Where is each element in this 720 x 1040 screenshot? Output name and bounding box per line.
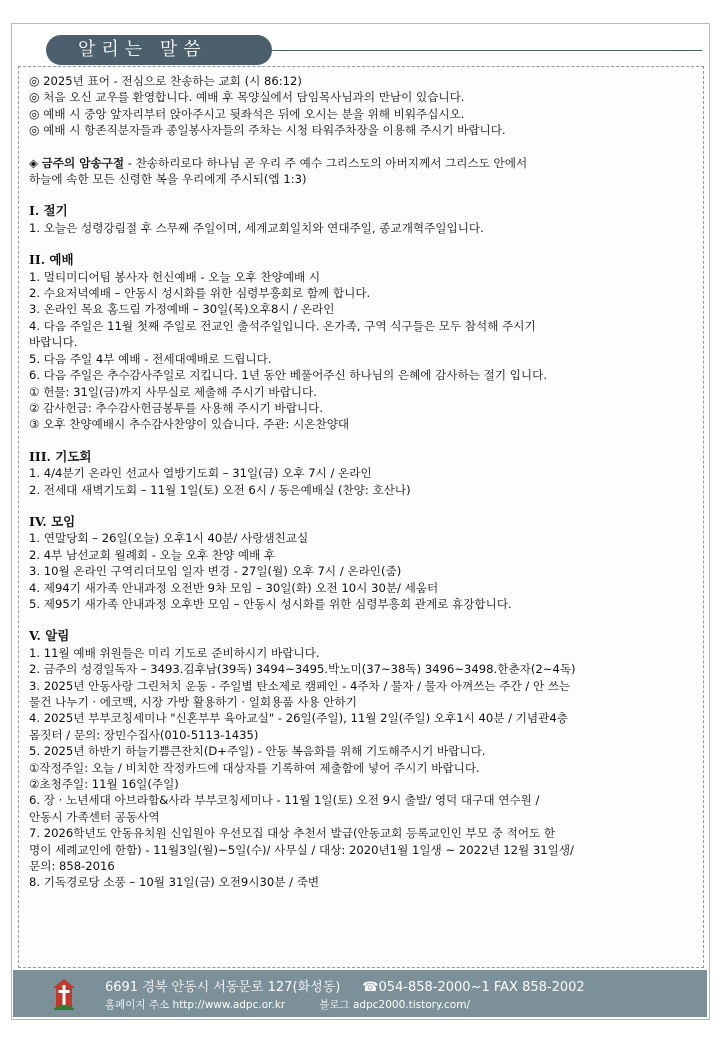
- notice-line: 2. 금주의 성경일독자 – 3493.김후남(39독) 3494~3495.박노미(37~38독) 3496~3498.한춘자(2~4독): [29, 662, 576, 677]
- memory-verse-text: - 찬송하리로다 하나님 곧 우리 주 예수 그리스도의 아버지께서 그리스도 안에서: [124, 155, 528, 170]
- notice-line: 몸짓터 / 문의: 장민수집사(010-5113-1435): [29, 727, 259, 742]
- page-title: 알리는 말씀: [46, 35, 272, 65]
- footer-web-line: [105, 997, 470, 1012]
- footer: [13, 970, 707, 1017]
- notice-line: 7. 2026학년도 안동유치원 신입원아 우선모집 대상 추천서 발급(안동교회 등록교인인 부모 중 적어도 한: [29, 826, 556, 841]
- notice-box: [18, 66, 704, 968]
- notice-line: 안동시 가족센터 공동사역: [29, 809, 160, 824]
- spacer: [29, 498, 697, 514]
- notice-line: 8. 기독경로당 소풍 – 10월 31일(금) 오전9시30분 / 죽변: [29, 875, 320, 890]
- church-logo-icon: [50, 977, 78, 1011]
- notice-bullet: [29, 106, 697, 122]
- notice-line: 1. 연말당회 – 26일(오늘) 오후1시 40분/ 사랑샘친교실: [29, 531, 309, 546]
- notice-bullet: [29, 73, 697, 89]
- notice-line: 5. 제95기 새가족 안내과정 오후반 모임 – 안동시 성시화를 위한 심령부흥회 관계로 휴강합니다.: [29, 596, 512, 611]
- notice-line: 1. 멀티미디어팀 봉사자 헌신예배 - 오늘 오후 찬양예배 시: [29, 269, 321, 284]
- footer-blog[interactable]: 블로그 adpc2000.tistory.com/: [319, 999, 470, 1011]
- section-heading: II. 예배: [29, 252, 74, 268]
- notice-line: 3. 10월 온라인 구역리더모임 일자 변경 - 27일(월) 오후 7시 / 온라인(줌): [29, 564, 402, 579]
- bullet-icon: ◎: [29, 74, 40, 88]
- title-rule: [272, 50, 702, 51]
- notice-line: ① 헌물: 31일(금)까지 사무실로 제출해 주시기 바랍니다.: [29, 384, 317, 399]
- spacer: [29, 236, 697, 252]
- diamond-icon: ◈: [29, 155, 38, 170]
- notice-line: 3. 온라인 목요 홈드림 가정예배 – 30일(목)오후8시 / 온라인: [29, 302, 335, 317]
- notice-line: 4. 제94기 새가족 안내과정 오전반 9차 모임 – 30일(화) 오전 10시 30분/ 세움터: [29, 580, 439, 595]
- bullet-icon: ◎: [29, 123, 40, 138]
- memory-verse-label: 금주의 암송구절: [41, 155, 125, 170]
- bullet-icon: ◎: [29, 90, 40, 105]
- notice-text: 예배 시 중앙 앞자리부터 앉아주시고 뒷좌석은 뒤에 오시는 분을 위해 비워주십시오.: [43, 106, 465, 121]
- notice-line: ②초청주일: 11월 16일(주일): [29, 777, 179, 792]
- notice-line: 1. 오늘은 성령강림절 후 스무째 주일이며, 세계교회일치와 연대주일, 종교개혁주일입니다.: [29, 220, 484, 235]
- spacer: [29, 139, 697, 155]
- notice-line: 2. 전세대 새벽기도회 – 11월 1일(토) 오전 6시 / 동은예배실 (찬양: 호산나): [29, 482, 411, 497]
- notice-line: 6. 다음 주일은 추수감사주일로 지킵니다. 1년 동안 베풀어주신 하나님의 은혜에 감사하는 절기 입니다.: [29, 368, 548, 383]
- notice-text: 예배 시 항존직분자들과 종일봉사자들의 주차는 시청 타워주차장을 이용해 주시기 바랍니다.: [43, 123, 506, 138]
- notice-line: 문의: 858-2016: [29, 859, 115, 874]
- notice-line: ② 감사헌금: 추수감사헌금봉투를 사용해 주시기 바랍니다.: [29, 400, 324, 415]
- notice-line: 4. 다음 주일은 11월 첫째 주일로 전교인 출석주일입니다. 온가족, 구역 식구들은 모두 참석해 주시기: [29, 318, 536, 333]
- notice-line: 5. 다음 주일 4부 예배 - 전세대예배로 드립니다.: [29, 351, 272, 366]
- spacer: [29, 187, 697, 203]
- footer-contact-line: [105, 976, 585, 995]
- notice-line: 2. 수요저녁예배 – 안동시 성시화를 위한 심령부흥회로 함께 합니다.: [29, 286, 371, 301]
- notice-bullet: [29, 89, 697, 105]
- notice-text: 2025년 표어 - 전심으로 찬송하는 교회 (시 86:12): [43, 74, 302, 88]
- notice-bullet: [29, 122, 697, 138]
- notice-line: 6. 장 · 노년세대 아브라함&사라 부부코칭세미나 - 11월 1일(토) 오전 9시 출발/ 영덕 대구대 연수원 /: [29, 793, 540, 808]
- footer-phone: ☎054-858-2000~1 FAX 858-2002: [362, 980, 585, 995]
- section-heading: V. 알림: [29, 628, 70, 644]
- notice-line: 물건 나누기 · 에코백, 시장 가방 활용하기 · 일회용품 사용 안하기: [29, 695, 357, 709]
- footer-homepage[interactable]: 홈페이지 주소 http://www.adpc.or.kr: [105, 999, 286, 1011]
- section-heading: I. 절기: [29, 203, 68, 219]
- section-heading: III. 기도회: [29, 448, 92, 464]
- footer-address: 6691 경북 안동시 서동문로 127(화성동): [105, 980, 341, 995]
- notice-line: ③ 오후 찬양예배시 추수감사찬양이 있습니다. 주관: 시온찬양대: [29, 417, 350, 432]
- notice-line: 하늘에 속한 모든 신령한 복을 우리에게 주시되(엡 1:3): [29, 172, 307, 187]
- notice-line: 2. 4부 남선교회 월례회 - 오늘 오후 찬양 예배 후: [29, 547, 276, 562]
- section-heading: IV. 모임: [29, 513, 76, 529]
- notice-line: 3. 2025년 안동사랑 그린처치 운동 - 주일별 탄소제로 캠페인 - 4주차 / 물자 / 물자 아껴쓰는 주간 / 안 쓰는: [29, 678, 571, 693]
- bullet-icon: ◎: [29, 106, 40, 121]
- notice-line: 1. 11월 예배 위원들은 미리 기도로 준비하시기 바랍니다.: [29, 645, 320, 660]
- notice-line: 바랍니다.: [29, 335, 78, 350]
- notice-line: 1. 4/4분기 온라인 선교사 열방기도회 – 31일(금) 오후 7시 / 온라인: [29, 466, 372, 481]
- notice-line: 4. 2025년 부부코칭세미나 "신혼부부 육아교실" - 26일(주일), 11월 2일(주일) 오후1시 40분 / 기념관4층: [29, 711, 568, 726]
- spacer: [29, 612, 697, 628]
- notice-line: 5. 2025년 하반기 하늘기쁨큰잔치(D+주일) - 안동 복음화를 위해 기도해주시기 바랍니다.: [29, 744, 486, 759]
- notice-text: 처음 오신 교우를 환영합니다. 예배 후 목양실에서 담임목사님과의 만남이 있습니다.: [43, 90, 465, 105]
- notice-line: 명이 세례교인에 한함) - 11월3일(월)~5일(수)/ 사무실 / 대상: 2020년1월 1일생 ~ 2022년 12월 31일생/: [29, 842, 574, 857]
- spacer: [29, 433, 697, 449]
- memory-verse: [29, 155, 697, 171]
- notice-line: ①작정주일: 오늘 / 비치한 작정카드에 대상자를 기록하여 제출함에 넣어 주시기 바랍니다.: [29, 760, 480, 775]
